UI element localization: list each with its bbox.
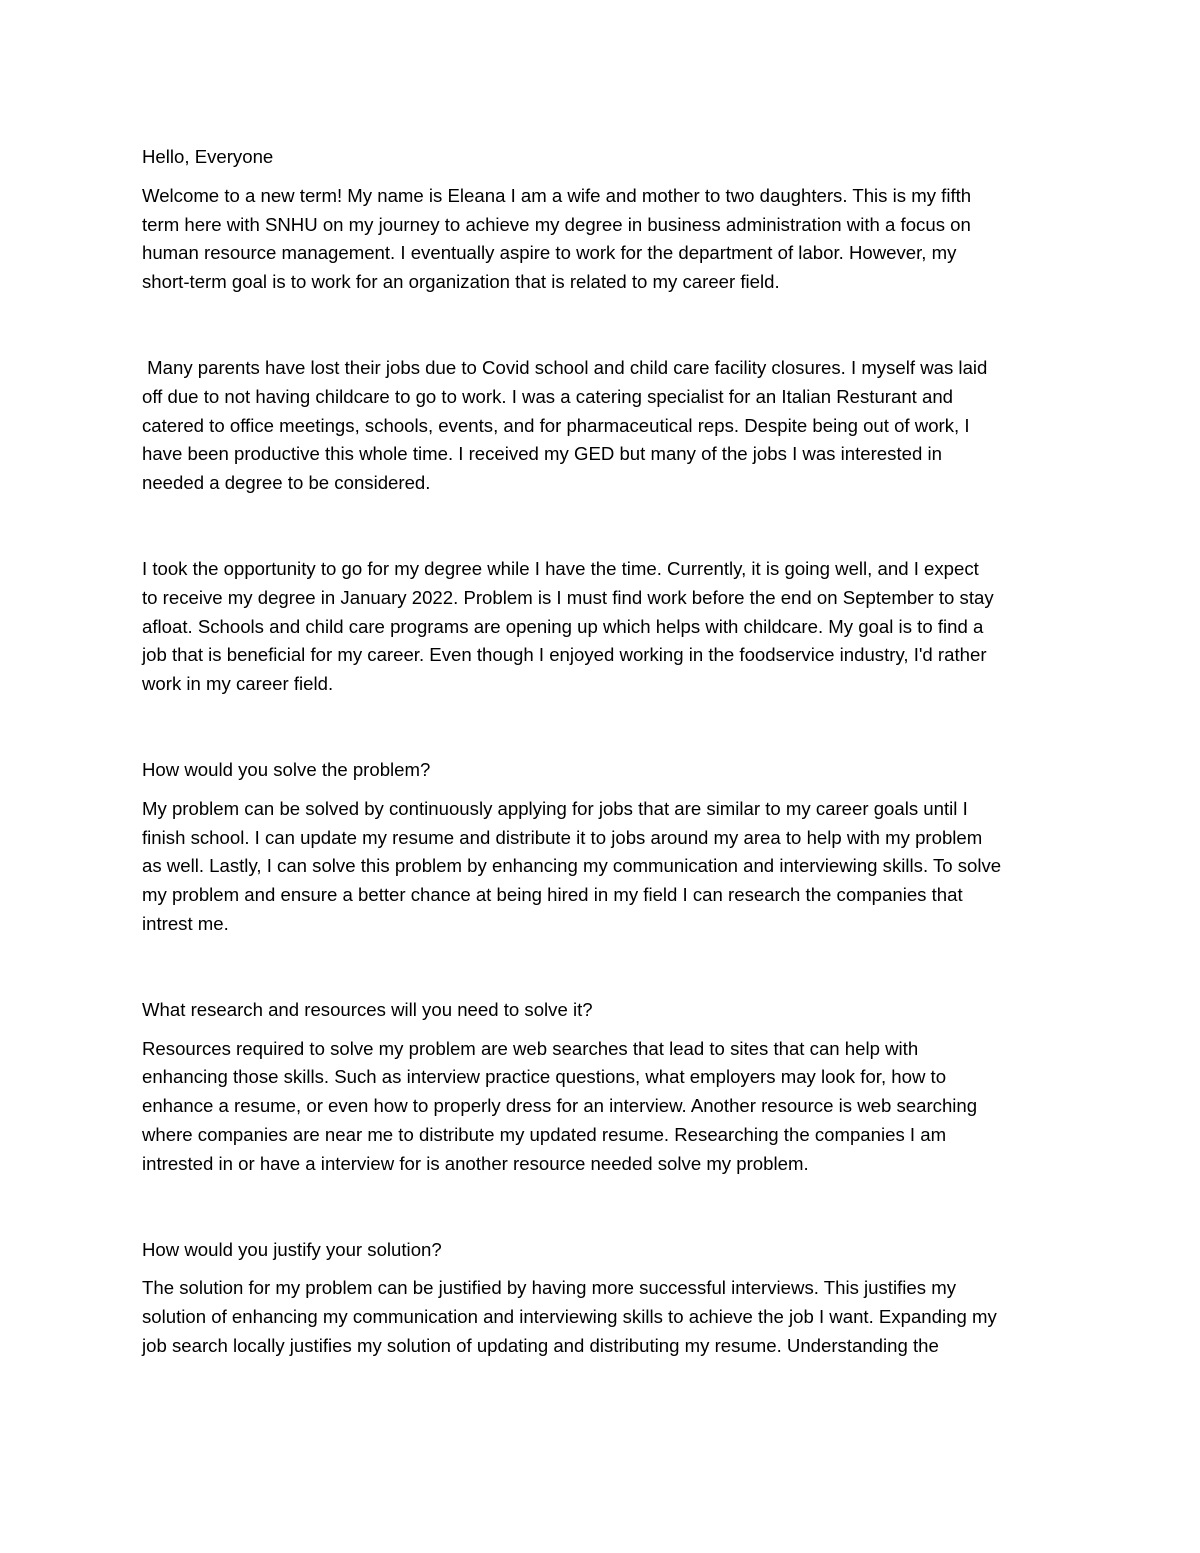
question-heading: What research and resources will you need to solve it? [142, 998, 593, 1020]
spacer [142, 699, 1067, 756]
document-body [142, 143, 1067, 1361]
text-line: solution of enhancing my communication and interviewing skills to achieve the job I want. Expanding my [142, 1306, 997, 1328]
text-line: job search locally justifies my solution of updating and distributing my resume. Understanding the [142, 1334, 939, 1356]
spacer [142, 1025, 1067, 1035]
greeting: Hello, Everyone [142, 146, 274, 167]
text-line: enhance a resume, or even how to properly dress for an interview. Another resource is web searching [142, 1095, 978, 1117]
text-line: have been productive this whole time. I received my GED but many of the jobs I was interested in [142, 443, 942, 465]
answer-paragraph [142, 1035, 1067, 1179]
text-line: finish school. I can update my resume and distribute it to jobs around my area to help with my problem [142, 826, 983, 848]
text-line: to receive my degree in January 2022. Problem is I must find work before the end on September to stay [142, 586, 994, 608]
spacer [142, 939, 1067, 996]
spacer [142, 172, 1067, 182]
text-line: afloat. Schools and child care programs are opening up which helps with childcare. My goal is to find a [142, 615, 984, 637]
spacer [142, 1264, 1067, 1274]
text-line: Resources required to solve my problem are web searches that lead to sites that can help with [142, 1037, 919, 1059]
intro-paragraph [142, 182, 1067, 297]
spacer [142, 498, 1067, 555]
text-line: work in my career field. [142, 673, 334, 695]
spacer [142, 297, 1067, 354]
text-line: job that is beneficial for my career. Even though I enjoyed working in the foodservice industry, I'd rather [142, 644, 987, 666]
text-line: short-term goal is to work for an organization that is related to my career field. [142, 271, 780, 293]
text-line: off due to not having childcare to go to work. I was a catering specialist for an Italian Resturant and [142, 385, 954, 407]
text-line: human resource management. I eventually aspire to work for the department of labor. However, my [142, 242, 957, 264]
question-heading: How would you solve the problem? [142, 758, 431, 780]
text-line: intrest me. [142, 912, 229, 934]
question-heading: How would you justify your solution? [142, 1238, 442, 1260]
text-line: enhancing those skills. Such as interview practice questions, what employers may look for, how to [142, 1066, 947, 1088]
text-line: catered to office meetings, schools, events, and for pharmaceutical reps. Despite being out of work, I [142, 414, 970, 436]
paragraph-opportunity [142, 555, 1067, 699]
answer-paragraph [142, 1274, 1067, 1360]
answer-paragraph [142, 795, 1067, 939]
text-line: as well. Lastly, I can solve this problem by enhancing my communication and interviewing skills. To solve [142, 855, 1002, 877]
text-line: my problem and ensure a better chance at being hired in my field I can research the companies that [142, 884, 963, 906]
text-line: My problem can be solved by continuously applying for jobs that are similar to my career goals until I [142, 797, 968, 819]
spacer [142, 1179, 1067, 1236]
text-line: term here with SNHU on my journey to achieve my degree in business administration with a focus on [142, 213, 971, 235]
text-line: I took the opportunity to go for my degree while I have the time. Currently, it is going well, and I expect [142, 557, 979, 579]
spacer [142, 785, 1067, 795]
text-line: needed a degree to be considered. [142, 472, 431, 494]
text-line: where companies are near me to distribute my updated resume. Researching the companies I am [142, 1123, 947, 1145]
text-line: Welcome to a new term! My name is Eleana I am a wife and mother to two daughters. This is my fifth [142, 184, 972, 206]
text-line: The solution for my problem can be justified by having more successful interviews. This justifies my [142, 1277, 956, 1299]
text-line: Many parents have lost their jobs due to Covid school and child care facility closures. I myself was laid [142, 356, 988, 378]
paragraph-covid [142, 354, 1067, 498]
text-line: intrested in or have a interview for is another resource needed solve my problem. [142, 1152, 809, 1174]
